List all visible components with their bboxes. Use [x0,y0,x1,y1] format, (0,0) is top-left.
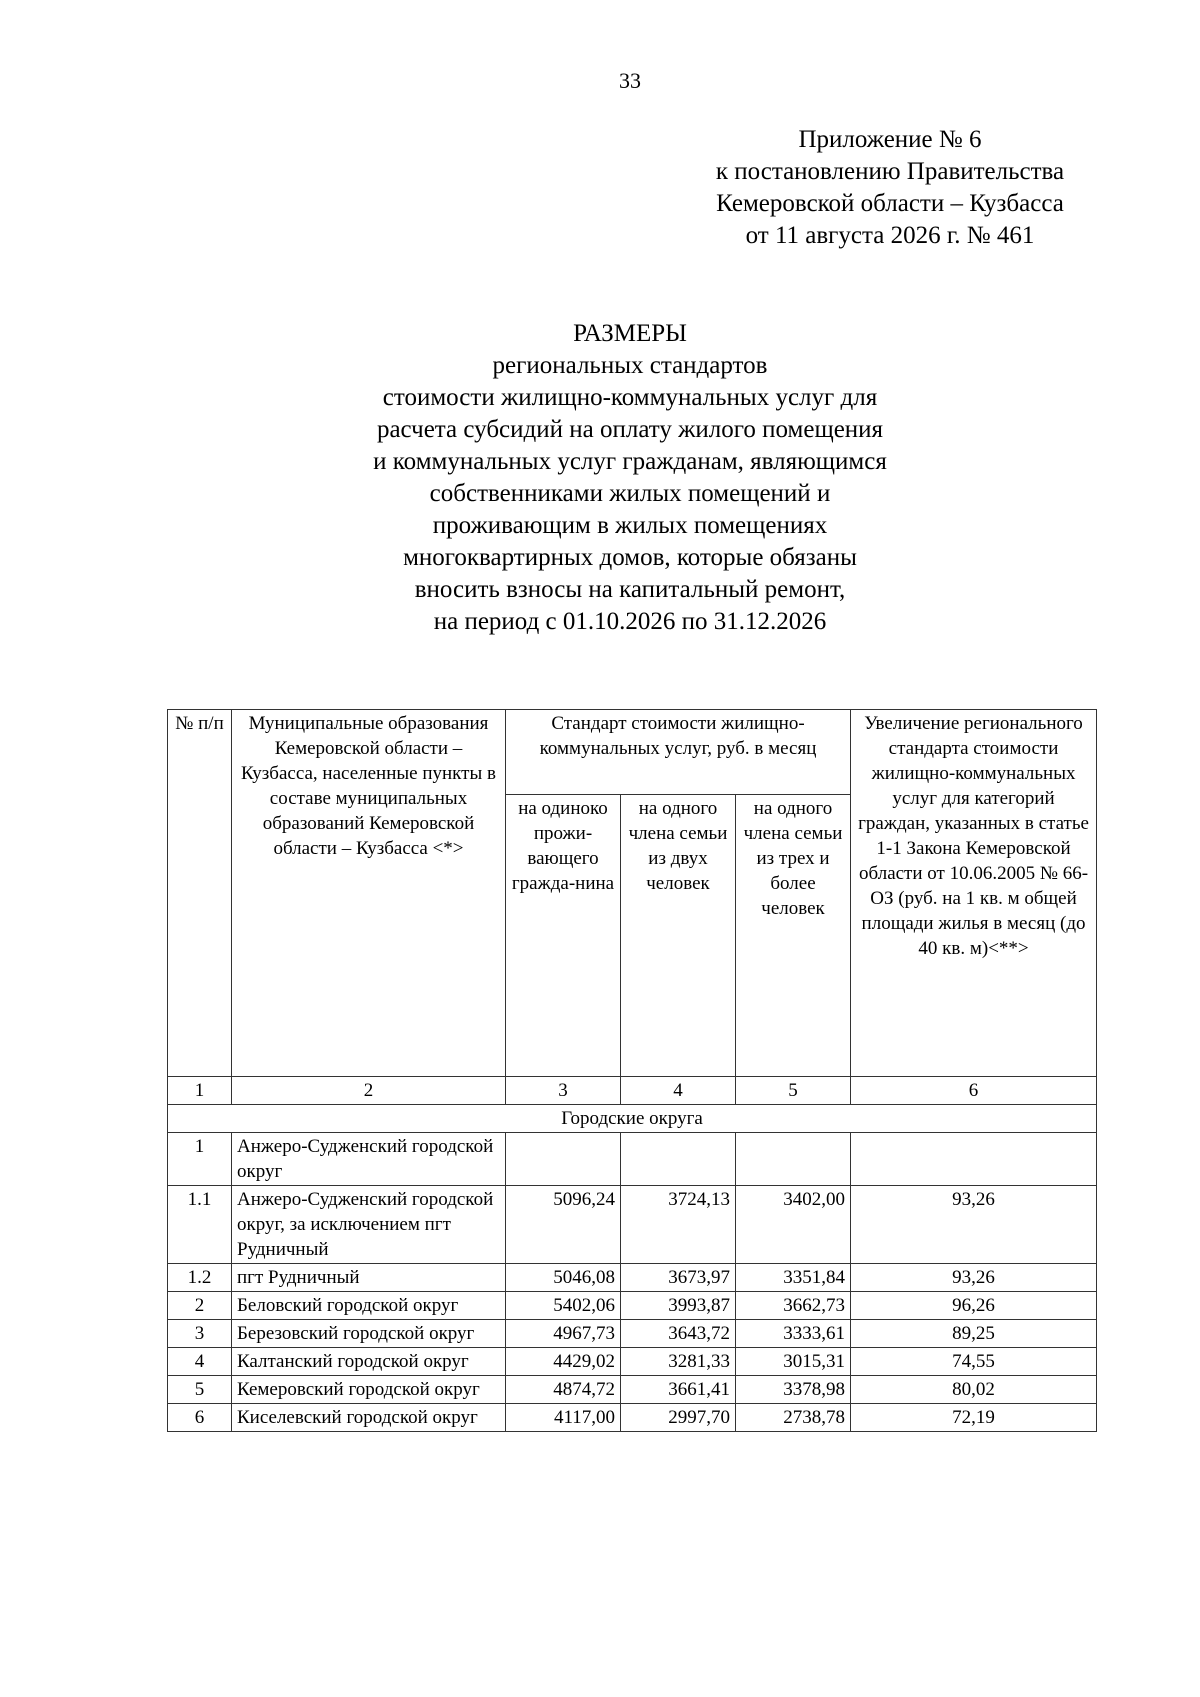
row-num: 4 [168,1348,232,1376]
row-two: 3281,33 [621,1348,736,1376]
title-line: региональных стандартов [492,352,768,379]
column-number: 2 [232,1077,506,1105]
row-num: 1.1 [168,1186,232,1264]
row-single: 4429,02 [506,1348,621,1376]
title-line: расчета субсидий на оплату жилого помещения [376,416,884,443]
header-standard: Стандарт стоимости жилищно-коммунальных услуг, руб. в месяц [506,710,851,795]
row-increase: 96,26 [851,1292,1097,1320]
section-title: Городские округа [168,1105,1097,1133]
table-row [168,1348,1097,1376]
row-three: 3015,31 [736,1348,851,1376]
row-single: 4117,00 [506,1404,621,1432]
row-two: 3673,97 [621,1264,736,1292]
title-line: стоимости жилищно-коммунальных услуг для [382,384,878,411]
row-num: 5 [168,1376,232,1404]
appendix-reference [680,124,1100,252]
row-two: 3661,41 [621,1376,736,1404]
column-number: 3 [506,1077,621,1105]
table-row [168,1320,1097,1348]
row-single: 5096,24 [506,1186,621,1264]
title-line: проживающим в жилых помещениях [432,512,828,539]
table-row [168,1186,1097,1264]
row-two [621,1133,736,1186]
title-line: РАЗМЕРЫ [573,320,687,347]
column-number: 4 [621,1077,736,1105]
row-single: 4967,73 [506,1320,621,1348]
appendix-line: Кемеровской области – Кузбасса [716,190,1064,217]
row-municipality: Киселевский городской округ [232,1404,506,1432]
row-num: 1.2 [168,1264,232,1292]
row-two: 3993,87 [621,1292,736,1320]
row-two: 3724,13 [621,1186,736,1264]
header-single: на одиноко прожи-вающего гражда-нина [506,795,621,1077]
row-single: 5046,08 [506,1264,621,1292]
row-increase: 74,55 [851,1348,1097,1376]
table-header [168,710,1097,1077]
row-single [506,1133,621,1186]
appendix-line: к постановлению Правительства [715,158,1065,185]
title-line: на период с 01.10.2026 по 31.12.2026 [433,608,827,635]
header-num: № п/п [168,710,232,1077]
row-increase: 89,25 [851,1320,1097,1348]
row-two: 2997,70 [621,1404,736,1432]
row-municipality: Березовский городской округ [232,1320,506,1348]
row-increase: 93,26 [851,1264,1097,1292]
header-municipality: Муниципальные образования Кемеровской области – Кузбасса, населенные пункты в составе муниципальных образований Кемеровской области – Кузбасса <*> [232,710,506,1077]
row-num: 2 [168,1292,232,1320]
row-three: 3378,98 [736,1376,851,1404]
header-two: на одного члена семьи из двух человек [621,795,736,1077]
header-three: на одного члена семьи из трех и более человек [736,795,851,1077]
row-num: 3 [168,1320,232,1348]
document-title [300,318,960,638]
row-two: 3643,72 [621,1320,736,1348]
column-number: 5 [736,1077,851,1105]
row-municipality: Калтанский городской округ [232,1348,506,1376]
row-increase [851,1133,1097,1186]
section-row [168,1105,1097,1133]
page-number: 33 [619,68,641,93]
table-row [168,1376,1097,1404]
row-three: 3351,84 [736,1264,851,1292]
appendix-line: Приложение № 6 [798,126,982,153]
table-row [168,1404,1097,1432]
row-num: 1 [168,1133,232,1186]
title-line: собственниками жилых помещений и [429,480,831,507]
row-increase: 80,02 [851,1376,1097,1404]
appendix-line: от 11 августа 2026 г. № 461 [745,222,1035,249]
row-increase: 93,26 [851,1186,1097,1264]
column-number-row [168,1077,1097,1105]
row-three: 3662,73 [736,1292,851,1320]
row-municipality: Анжеро-Судженский городской округ, за исключением пгт Рудничный [232,1186,506,1264]
column-number: 1 [168,1077,232,1105]
standards-table [167,709,1097,1432]
row-three: 2738,78 [736,1404,851,1432]
title-line: вносить взносы на капитальный ремонт, [414,576,846,603]
row-municipality: пгт Рудничный [232,1264,506,1292]
table-row [168,1292,1097,1320]
row-three: 3333,61 [736,1320,851,1348]
row-municipality: Беловский городской округ [232,1292,506,1320]
row-three: 3402,00 [736,1186,851,1264]
title-line: многоквартирных домов, которые обязаны [403,544,857,571]
column-number: 6 [851,1077,1097,1105]
row-single: 4874,72 [506,1376,621,1404]
header-increase: Увеличение регионального стандарта стоимости жилищно-коммунальных услуг для категорий граждан, указанных в статье 1-1 Закона Кемеровской области от 10.06.2005 № 66-ОЗ (руб. на 1 кв. м общей площади жилья в месяц (до 40 кв. м)<**> [851,710,1097,1077]
table-row [168,1264,1097,1292]
row-municipality: Кемеровский городской округ [232,1376,506,1404]
row-three [736,1133,851,1186]
row-municipality: Анжеро-Судженский городской округ [232,1133,506,1186]
row-num: 6 [168,1404,232,1432]
title-line: и коммунальных услуг гражданам, являющимся [373,448,887,475]
row-increase: 72,19 [851,1404,1097,1432]
row-single: 5402,06 [506,1292,621,1320]
table-row [168,1133,1097,1186]
